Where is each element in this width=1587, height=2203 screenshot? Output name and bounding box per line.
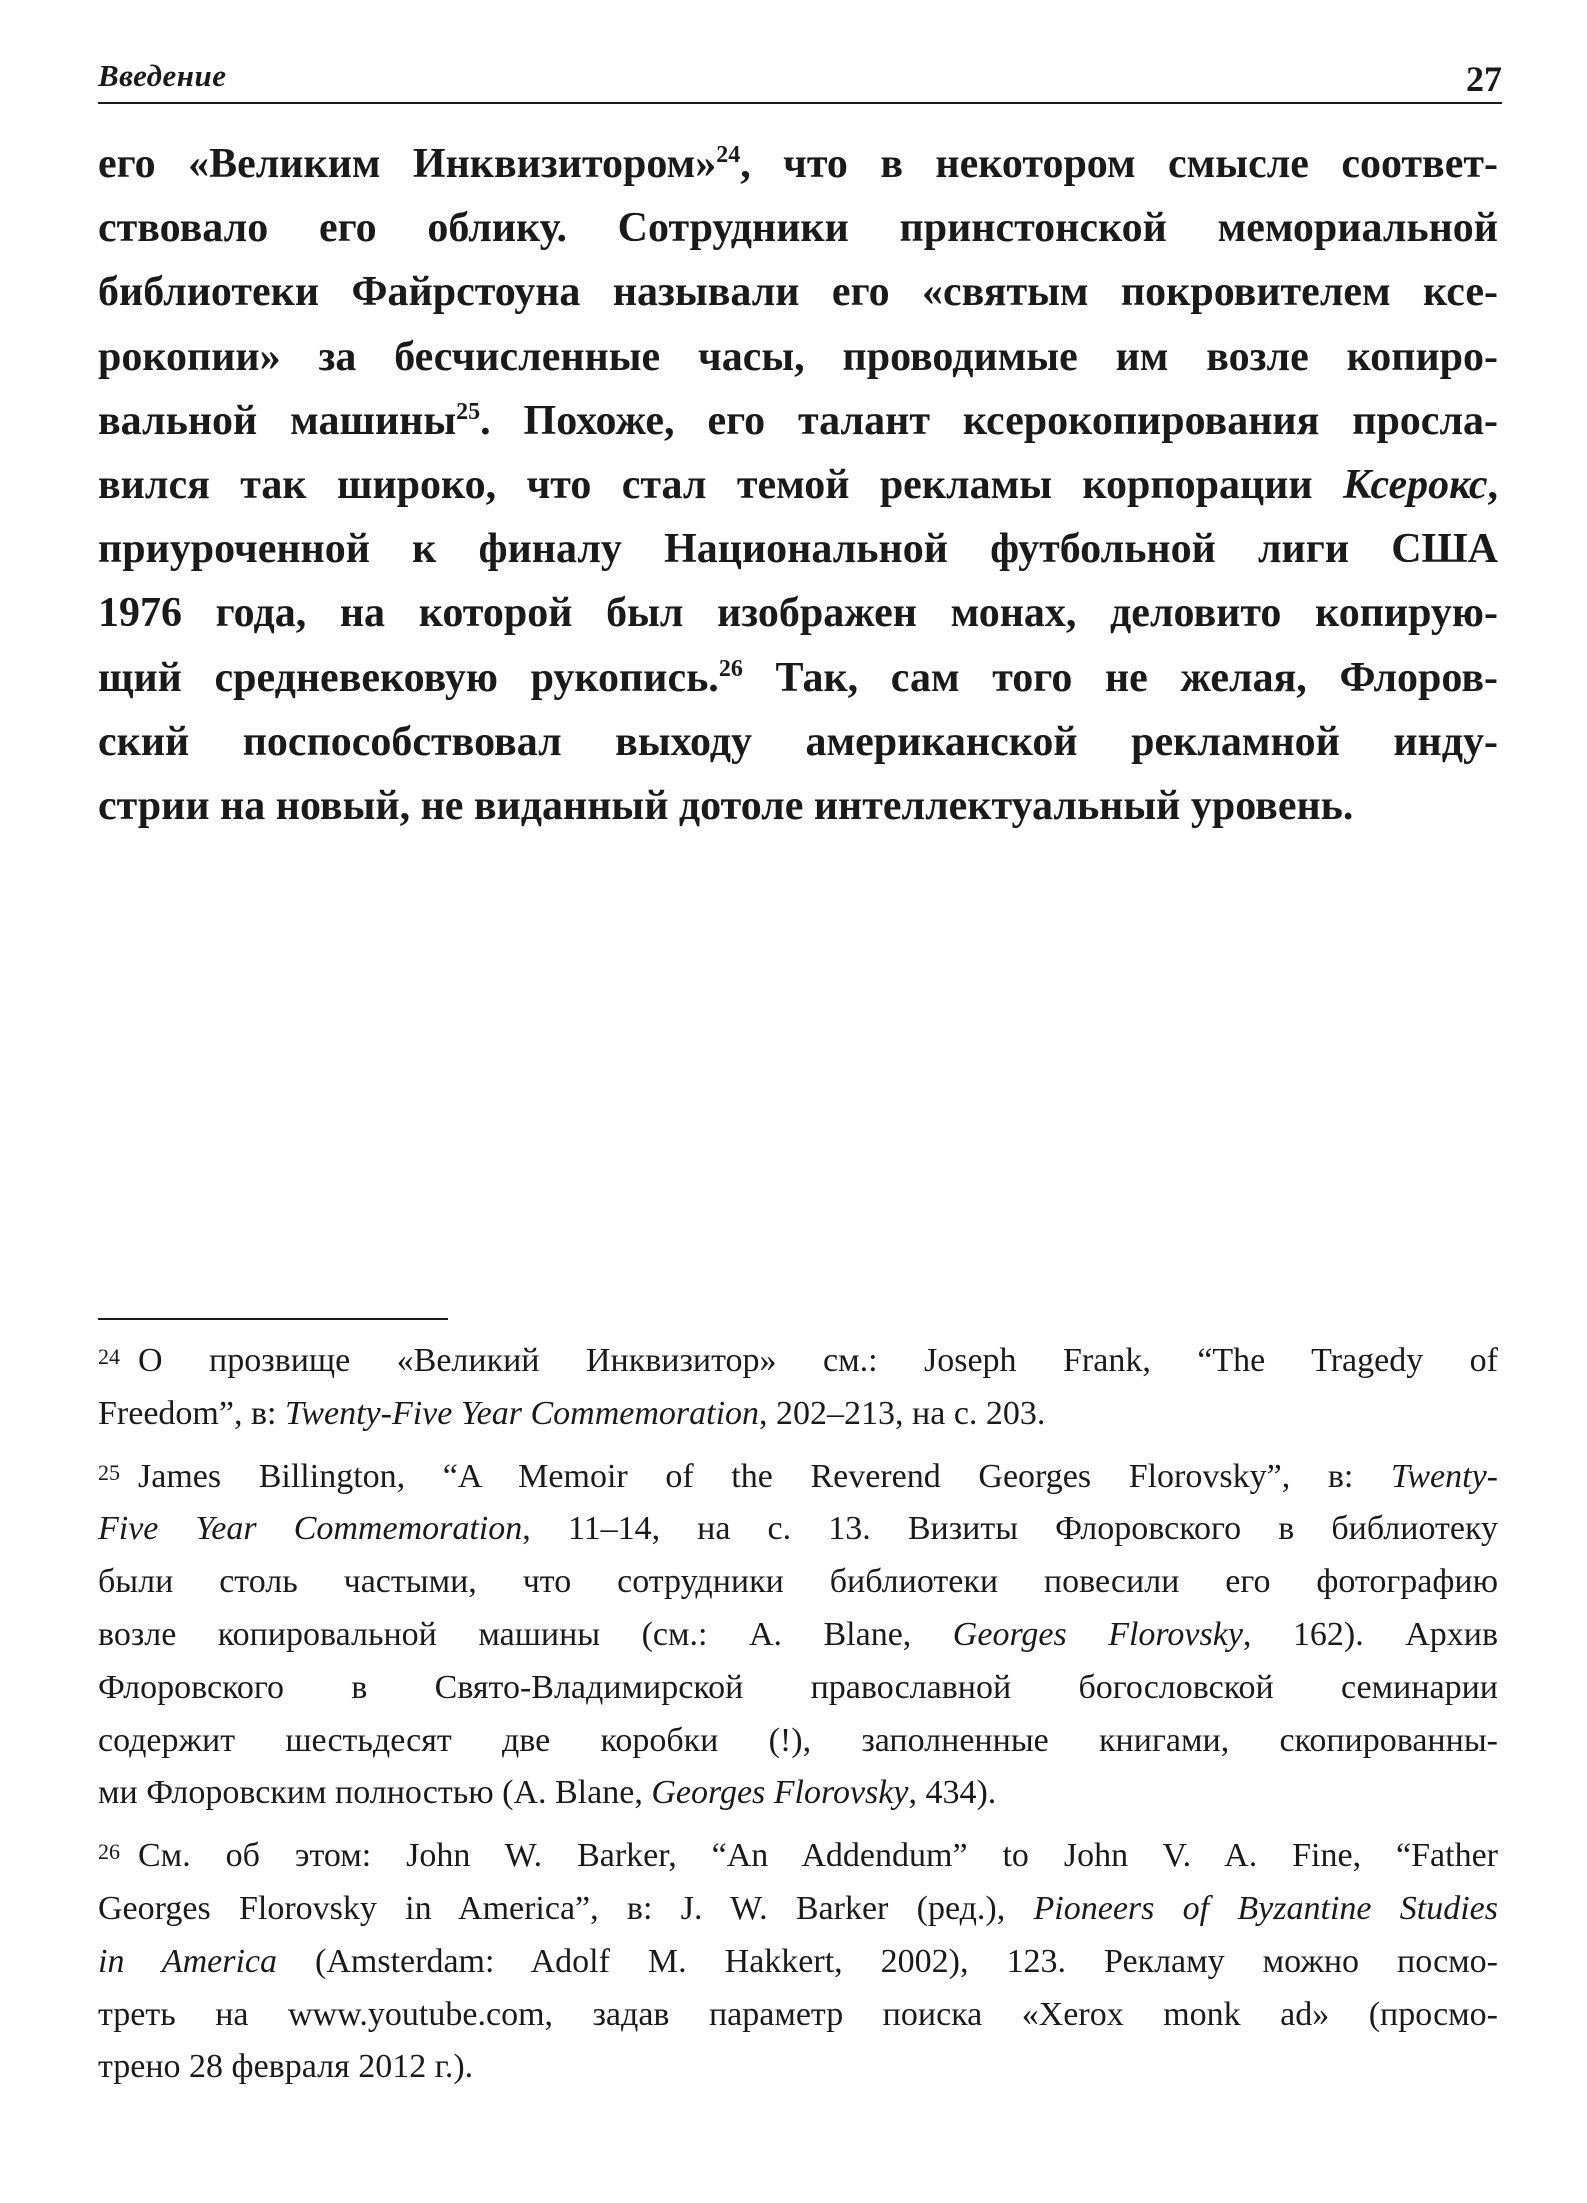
footnote-line: были столь частыми, что сотрудники библиотеки повесили его фотографию — [98, 1563, 1498, 1601]
text-line: ствовало его облику. Сотрудники принстонской мемориальной — [98, 205, 1498, 252]
footnote-line: трено 28 февраля 2012 г.). — [98, 2048, 474, 2086]
text-line: рокопии» за бесчисленные часы, проводимые им возле копиро- — [98, 333, 1498, 380]
footnote-line: in America (Amsterdam: Adolf M. Hakkert, 2002), 123. Рекламу можно посмо- — [98, 1942, 1498, 1980]
footnote-24 — [98, 1335, 1498, 1441]
footnote-number: 25 — [98, 1459, 120, 1485]
footnote-26 — [98, 1830, 1498, 2094]
main-text — [98, 132, 1498, 838]
text-line: вился так широко, что стал темой рекламы корпорации Ксерокс, — [98, 461, 1498, 508]
text-line: ский поспособствовал выходу американской рекламной инду- — [98, 718, 1498, 765]
text-line: стрии на новый, не виданный дотоле интеллектуальный уровень. — [98, 782, 1354, 829]
footnote-divider — [98, 1318, 448, 1320]
footnote-line: возле копировальной машины (см.: A. Blane, Georges Florovsky, 162). Архив — [98, 1615, 1499, 1653]
footnote-line: Флоровского в Свято-Владимирской православной богословской семинарии — [98, 1668, 1498, 1706]
text-line: вальной машины$^{25}$. Похоже, его талант ксерокопирования просла- — [98, 397, 1498, 444]
footnote-line: треть на www.youtube.com, задав параметр поиска «Xerox monk ad» (просмо- — [98, 1995, 1498, 2033]
footnote-line: содержит шестьдесят две коробки (!), заполненные книгами, скопированны- — [98, 1721, 1498, 1759]
footnotes — [98, 1335, 1498, 2104]
footnote-25 — [98, 1451, 1498, 1821]
footnote-line: $^{25}$ James Billington, “A Memoir of the Reverend Georges Florovsky”, в: Twenty- — [98, 1457, 1498, 1495]
footnote-ref-26[interactable]: 26 — [718, 655, 743, 682]
footnote-line: Georges Florovsky in America”, в: J. W. Barker (ред.), Pioneers of Byzantine Studies — [98, 1889, 1498, 1927]
footnote-number: 26 — [98, 1839, 120, 1865]
footnote-ref-24[interactable]: 24 — [716, 142, 741, 168]
footnote-line: $^{26}$ См. об этом: John W. Barker, “An Addendum” to John V. A. Fine, “Father — [98, 1837, 1498, 1875]
footnote-line: $^{24}$ О прозвище «Великий Инквизитор» см.: Joseph Frank, “The Tragedy of — [98, 1342, 1498, 1379]
footnote-ref-25[interactable]: 25 — [456, 398, 481, 425]
running-head — [98, 52, 1502, 104]
footnote-line: Freedom”, в: Twenty-Five Year Commemoration, 202–213, на с. 203. — [98, 1394, 1046, 1432]
text-line: библиотеки Файрстоуна называли его «святым покровителем ксе- — [98, 269, 1498, 316]
section-title: Введение — [98, 58, 227, 93]
text-line: 1976 года, на которой был изображен монах, деловито копирую- — [98, 590, 1498, 637]
footnote-number: 24 — [98, 1344, 120, 1369]
text-line: щий средневековую рукопись.$^{26}$ Так, сам того не желая, Флоров- — [98, 654, 1498, 701]
page-number: 27 — [1466, 59, 1502, 99]
footnote-line: Five Year Commemoration, 11–14, на с. 13. Визиты Флоровского в библиотеку — [98, 1510, 1498, 1548]
text-line: его «Великим Инквизитором»$^{24}$, что в некотором смысле соответ- — [98, 141, 1498, 187]
footnote-line: ми Флоровским полностью (A. Blane, Georges Florovsky, 434). — [98, 1774, 997, 1812]
text-line: приуроченной к финалу Национальной футбольной лиги США — [98, 526, 1498, 573]
